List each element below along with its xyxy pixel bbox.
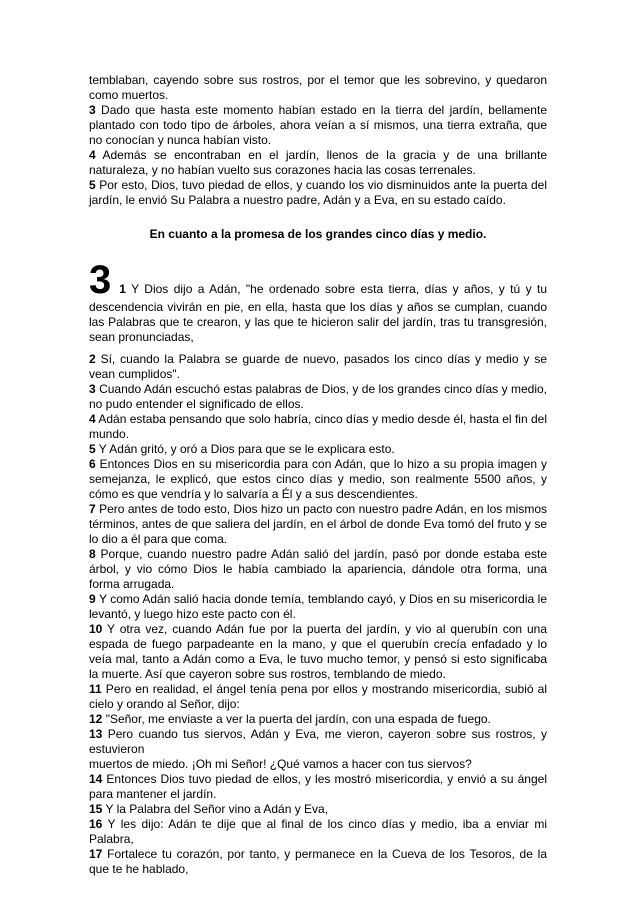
verse-text: Dado que hasta este momento habían estado en la tierra del jardín, bellamente plantado con todo tipo de árboles, ahora veían a sí mismos, una tierra extraña, que no conocían y nunca habían visto. [89,103,547,147]
verse-text: Por esto, Dios, tuvo piedad de ellos, y cuando los vio disminuidos ante la puerta del jardín, le envió Su Palabra a nuestro padre, Adán y a Eva, en su estado caído. [89,178,547,207]
verse-number: 2 [89,352,96,366]
verse-paragraph [89,103,547,148]
verse-number: 6 [89,457,96,471]
verse-paragraph [89,772,547,802]
verse-paragraph [89,178,547,208]
verse-number: 12 [89,712,103,726]
verse-paragraph [89,817,547,847]
verse-number: 11 [89,682,102,696]
verse-text: Y como Adán salió hacia donde temía, temblando cayó, y Dios en su misericordia le levantó, y luego hizo este pacto con él. [89,592,547,621]
verse-number: 8 [89,547,96,561]
verse-number: 5 [89,442,96,456]
paragraphs-before [89,73,547,208]
verse-text: Entonces Dios en su misericordia para con Adán, que lo hizo a su propia imagen y semejanza, le explicó, que estos cinco días y medio, son realmente 5500 años, y cómo es que vendría y lo salvaría a Él y a sus descendientes. [89,457,547,501]
verse-paragraph [89,802,547,817]
verse-number: 10 [89,622,103,636]
document-page [89,73,547,877]
verse-text: Fortalece tu corazón, por tanto, y permanece en la Cueva de los Tesoros, de la que te he hablado, [89,847,547,876]
verse-paragraph [89,412,547,442]
verse-number: 3 [89,103,96,117]
verse-text: Pero antes de todo esto, Dios hizo un pacto con nuestro padre Adán, en los mismos términos, antes de que saliera del jardín, en el árbol de donde Eva tomó del fruto y se lo dio a él para que coma. [89,502,547,546]
verse-text: Y les dijo: Adán te dije que al final de los cinco días y medio, iba a enviar mi Palabra, [89,817,547,846]
verse-paragraph [89,847,547,877]
verse-text: Y otra vez, cuando Adán fue por la puerta del jardín, y vio al querubín con una espada de fuego parpadeante en la mano, y que el querubín crecía enfadado y lo veía mal, tanto a Adán como a Eva, le tuvo mucho temor, y pensó si esto significaba la muerte. Así que cayeron sobre sus rostros, temblando de miedo. [89,622,547,681]
verse-text: temblaban, cayendo sobre sus rostros, por el temor que les sobrevino, y quedaron como muertos. [89,73,547,102]
verse-paragraph [89,547,547,592]
paragraphs-after [89,352,547,877]
verse-number: 4 [89,412,96,426]
verse-paragraph [89,727,547,757]
verse-text: "Señor, me enviaste a ver la puerta del jardín, con una espada de fuego. [102,712,491,726]
verse-text: Además se encontraban en el jardín, llenos de la gracia y de una brillante naturaleza, y no habían vuelto sus corazones hacia las cosas terrenales. [89,148,547,177]
verse-number: 5 [89,178,96,192]
verse-number: 13 [89,727,103,741]
verse-number: 17 [89,847,103,861]
verse-paragraph [89,622,547,682]
section-heading: En cuanto a la promesa de los grandes cinco días y medio. [149,227,487,241]
verse-text: Sí, cuando la Palabra se guarde de nuevo, pasados los cinco días y medio y se vean cumplidos". [89,352,547,381]
verse-text: Cuando Adán escuchó estas palabras de Dios, y de los grandes cinco días y medio, no pudo entender el significado de ellos. [89,382,547,411]
verse-number: 16 [89,817,103,831]
verse-paragraph [89,457,547,502]
verse-paragraph [89,73,547,103]
verse-number: 9 [89,592,96,606]
verse-number: 1 [119,282,126,296]
verse-paragraph [89,352,547,382]
verse-paragraph [89,148,547,178]
verse-text: muertos de miedo. ¡Oh mi Señor! ¿Qué vamos a hacer con tus siervos? [89,757,472,771]
verse-text: Adán estaba pensando que solo habría, cinco días y medio desde él, hasta el fin del mundo. [89,412,547,441]
verse-paragraph [89,502,547,547]
verse-number: 14 [89,772,103,786]
verse-paragraph [89,682,547,712]
verse-number: 7 [89,502,96,516]
chapter-number: 3 [89,258,112,302]
verse-number: 3 [89,382,96,396]
verse-text: Y Adán gritó, y oró a Dios para que se le explicara esto. [95,442,395,456]
verse-paragraph [89,592,547,622]
verse-paragraph [89,442,547,457]
verse-text: Pero cuando tus siervos, Adán y Eva, me vieron, cayeron sobre sus rostros, y estuvieron [89,727,547,756]
verse-text: Pero en realidad, el ángel tenía pena por ellos y mostrando misericordia, subió al cielo y orando al Señor, dijo: [89,682,547,711]
verse-paragraph [89,757,547,772]
verse-text: Entonces Dios tuvo piedad de ellos, y les mostró misericordia, y envió a su ángel para mantener el jardín. [89,772,547,801]
verse-text: Porque, cuando nuestro padre Adán salió del jardín, pasó por donde estaba este árbol, y vio cómo Dios le había cambiado la apariencia, dándole otra forma, una forma arrugada. [89,547,547,591]
verse-paragraph [89,382,547,412]
chapter-opening [89,260,547,345]
verse-number: 15 [89,802,103,816]
verse-text: Y Dios dijo a Adán, "he ordenado sobre esta tierra, días y años, y tú y tu descendencia vivirán en pie, en ella, hasta que los días y años se cumplan, cuando las Palabras que te crearon, y las que te hicieron salir del jardín, tras tu transgresión, sean pronunciadas, [89,282,547,344]
verse-text: Y la Palabra del Señor vino a Adán y Eva, [102,802,329,816]
verse-number: 4 [89,148,96,162]
verse-paragraph [89,712,547,727]
